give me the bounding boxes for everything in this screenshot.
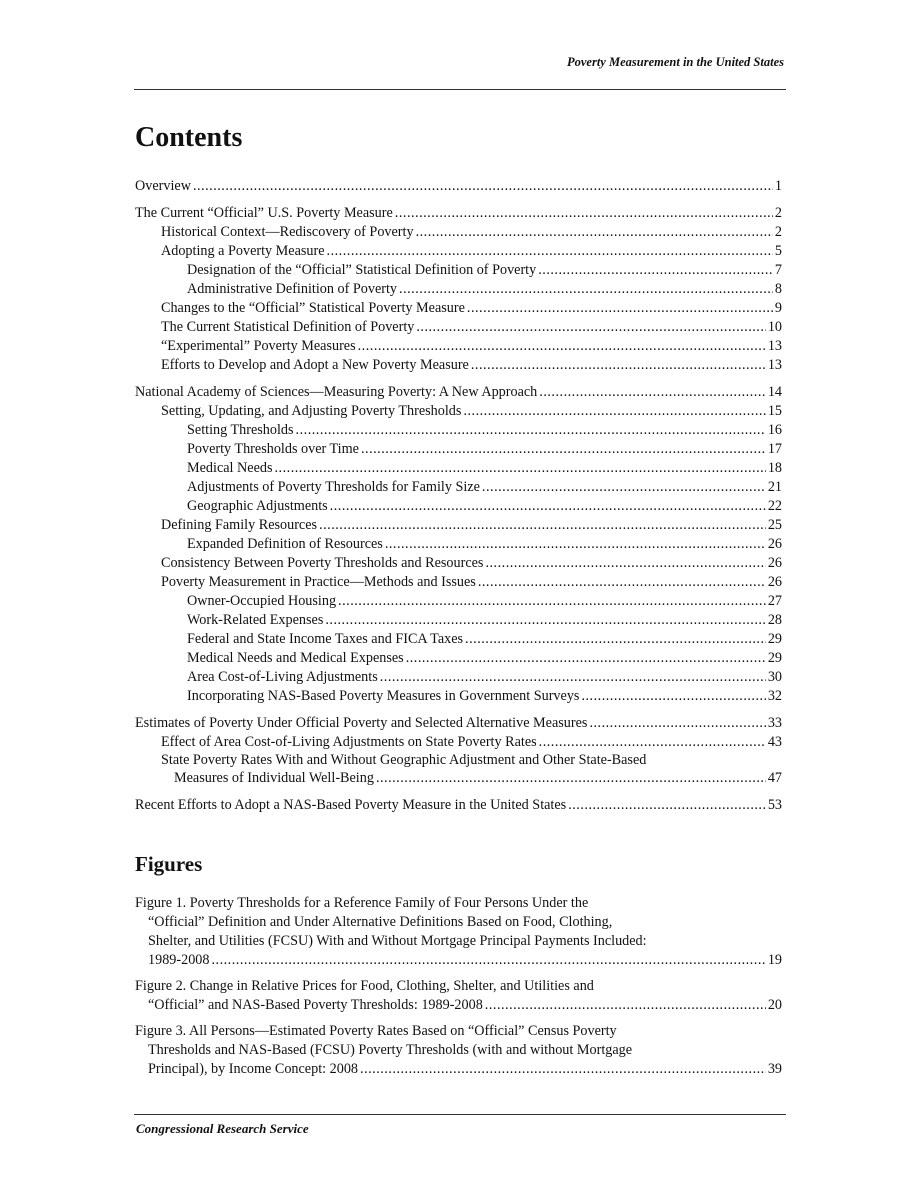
toc-entry-text: Overview: [135, 178, 191, 194]
toc-entry[interactable]: [135, 280, 782, 299]
toc-entry-text: Medical Needs and Medical Expenses: [187, 650, 404, 666]
dot-leader: [482, 478, 766, 497]
figure-caption-line: “Official” and NAS-Based Poverty Thresholds: 1989-2008: [148, 997, 483, 1013]
toc-page-number: 14: [767, 384, 782, 400]
dot-leader: [539, 733, 766, 752]
toc-page-number: 13: [767, 357, 782, 373]
toc-page-number: 53: [767, 797, 782, 813]
dot-leader: [327, 242, 773, 261]
toc-entry-text: Recent Efforts to Adopt a NAS-Based Poverty Measure in the United States: [135, 797, 567, 813]
figure-caption-line: Figure 3. All Persons—Estimated Poverty Rates Based on “Official” Census Poverty: [135, 1023, 617, 1039]
toc-entry-text: Consistency Between Poverty Thresholds and Resources: [161, 555, 484, 571]
toc-entry[interactable]: [135, 733, 782, 752]
dot-leader: [467, 299, 773, 318]
list-of-figures: [135, 894, 782, 1086]
dot-leader: [581, 687, 765, 706]
toc-entry-text-line2: Measures of Individual Well-Being: [174, 770, 374, 786]
toc-page-number: 27: [767, 593, 782, 609]
toc-entry-text: Expanded Definition of Resources: [187, 536, 383, 552]
header-rule: [134, 89, 786, 90]
toc-entry-text: Changes to the “Official” Statistical Poverty Measure: [161, 300, 465, 316]
toc-page-number: 10: [767, 319, 782, 335]
figure-entry[interactable]: [135, 1022, 782, 1079]
running-header: Poverty Measurement in the United States: [566, 55, 784, 69]
footer-publisher: Congressional Research Service: [136, 1121, 309, 1136]
dot-leader: [330, 497, 766, 516]
dot-leader: [360, 1060, 766, 1079]
figure-page-number: 39: [767, 1061, 782, 1077]
toc-entry-text: Poverty Thresholds over Time: [187, 441, 359, 457]
figure-caption-line: Figure 2. Change in Relative Prices for Food, Clothing, Shelter, and Utilities and: [135, 978, 594, 994]
toc-entry-text: National Academy of Sciences—Measuring Poverty: A New Approach: [135, 384, 538, 400]
toc-page-number: 29: [767, 650, 782, 666]
toc-page-number: 26: [767, 536, 782, 552]
toc-entry[interactable]: [135, 516, 782, 535]
toc-entry-text: Historical Context—Rediscovery of Poverty: [161, 224, 414, 240]
dot-leader: [406, 649, 766, 668]
toc-entry-text: Defining Family Resources: [161, 517, 318, 533]
toc-entry-text: Work-Related Expenses: [187, 612, 324, 628]
dot-leader: [539, 383, 766, 402]
toc-page-number: 5: [774, 243, 782, 259]
toc-entry[interactable]: [135, 177, 782, 196]
toc-page-number: 1: [774, 178, 782, 194]
toc-entry[interactable]: [135, 535, 782, 554]
toc-entry-text: The Current Statistical Definition of Poverty: [161, 319, 415, 335]
dot-leader: [485, 996, 766, 1015]
figure-caption-line: Figure 1. Poverty Thresholds for a Reference Family of Four Persons Under the: [135, 895, 589, 911]
figures-heading: Figures: [135, 852, 203, 876]
toc-entry[interactable]: [135, 687, 782, 706]
toc-entry-text: Efforts to Develop and Adopt a New Poverty Measure: [161, 357, 469, 373]
toc-page-number: 43: [767, 734, 782, 750]
dot-leader: [416, 318, 765, 337]
toc-page-number: 8: [774, 281, 782, 297]
toc-entry[interactable]: [135, 554, 782, 573]
dot-leader: [589, 714, 765, 733]
toc-page-number: 7: [774, 262, 782, 278]
dot-leader: [380, 668, 766, 687]
dot-leader: [478, 573, 766, 592]
toc-page-number: 9: [774, 300, 782, 316]
toc-entry-text: Effect of Area Cost-of-Living Adjustments on State Poverty Rates: [161, 734, 537, 750]
toc-entry[interactable]: [135, 223, 782, 242]
dot-leader: [275, 459, 766, 478]
toc-entry-text-line1: State Poverty Rates With and Without Geographic Adjustment and Other State-Based: [161, 752, 647, 768]
dot-leader: [485, 554, 765, 573]
toc-page-number: 21: [767, 479, 782, 495]
toc-entry-text: Owner-Occupied Housing: [187, 593, 337, 609]
toc-entry-multiline[interactable]: [135, 752, 782, 788]
toc-entry[interactable]: [135, 204, 782, 223]
dot-leader: [416, 223, 773, 242]
figure-caption-line: Principal), by Income Concept: 2008: [148, 1061, 359, 1077]
dot-leader: [319, 516, 766, 535]
dot-leader: [538, 261, 773, 280]
toc-page-number: 2: [774, 205, 782, 221]
toc-entry-text: Adopting a Poverty Measure: [161, 243, 325, 259]
dot-leader: [211, 951, 765, 970]
toc-page-number: 30: [767, 669, 782, 685]
footer-rule: [134, 1114, 786, 1115]
toc-page-number: 13: [767, 338, 782, 354]
dot-leader: [296, 421, 766, 440]
toc-page-number: 26: [767, 574, 782, 590]
table-of-contents: [135, 177, 782, 815]
toc-entry-text: Area Cost-of-Living Adjustments: [187, 669, 378, 685]
toc-entry-text: The Current “Official” U.S. Poverty Measure: [135, 205, 393, 221]
toc-entry-text: “Experimental” Poverty Measures: [161, 338, 356, 354]
toc-entry[interactable]: [135, 299, 782, 318]
toc-page-number: 25: [767, 517, 782, 533]
toc-entry-text: Federal and State Income Taxes and FICA Taxes: [187, 631, 464, 647]
dot-leader: [193, 177, 773, 196]
figure-caption-line: Shelter, and Utilities (FCSU) With and Without Mortgage Principal Payments Included:: [148, 933, 647, 949]
dot-leader: [358, 337, 766, 356]
figure-entry[interactable]: [135, 977, 782, 1015]
dot-leader: [399, 280, 773, 299]
toc-page-number: 32: [767, 688, 782, 704]
dot-leader: [463, 402, 765, 421]
toc-entry-recent-efforts[interactable]: [135, 796, 782, 815]
toc-entry[interactable]: [135, 402, 782, 421]
toc-page-number: 2: [774, 224, 782, 240]
figure-caption-line: Thresholds and NAS-Based (FCSU) Poverty Thresholds (with and without Mortgage: [148, 1042, 633, 1058]
toc-entry[interactable]: [135, 356, 782, 375]
figure-entry[interactable]: [135, 894, 782, 970]
toc-entry-text: Incorporating NAS-Based Poverty Measures in Government Surveys: [187, 688, 580, 704]
toc-entry-text: Geographic Adjustments: [187, 498, 328, 514]
toc-entry[interactable]: [135, 592, 782, 611]
dot-leader: [376, 769, 766, 788]
toc-entry[interactable]: [135, 649, 782, 668]
toc-entry[interactable]: [135, 242, 782, 261]
toc-entry[interactable]: [135, 714, 782, 733]
contents-heading: Contents: [135, 122, 243, 153]
toc-entry[interactable]: [135, 337, 782, 356]
dot-leader: [325, 611, 765, 630]
toc-entry-text: Designation of the “Official” Statistical Definition of Poverty: [187, 262, 537, 278]
toc-entry-text: Setting, Updating, and Adjusting Poverty Thresholds: [161, 403, 462, 419]
figure-page-number: 20: [767, 997, 782, 1013]
toc-entry[interactable]: [135, 478, 782, 497]
toc-entry-text: Adjustments of Poverty Thresholds for Family Size: [187, 479, 480, 495]
toc-entry[interactable]: [135, 440, 782, 459]
toc-entry[interactable]: [135, 459, 782, 478]
toc-entry[interactable]: [135, 497, 782, 516]
toc-entry[interactable]: [135, 573, 782, 592]
dot-leader: [568, 796, 766, 815]
toc-entry[interactable]: [135, 630, 782, 649]
toc-page-number: 29: [767, 631, 782, 647]
toc-entry-text: Setting Thresholds: [187, 422, 294, 438]
figure-caption-line: 1989-2008: [148, 952, 210, 968]
toc-entry[interactable]: [135, 611, 782, 630]
toc-entry[interactable]: [135, 318, 782, 337]
figure-caption-line: “Official” Definition and Under Alternative Definitions Based on Food, Clothing,: [148, 914, 613, 930]
toc-entry-text: Administrative Definition of Poverty: [187, 281, 398, 297]
dot-leader: [395, 204, 773, 223]
toc-page-number: 47: [767, 770, 782, 786]
dot-leader: [385, 535, 766, 554]
dot-leader: [465, 630, 766, 649]
dot-leader: [471, 356, 766, 375]
dot-leader: [338, 592, 766, 611]
toc-page-number: 15: [767, 403, 782, 419]
toc-entry-text: Poverty Measurement in Practice—Methods and Issues: [161, 574, 476, 590]
toc-entry[interactable]: [135, 383, 782, 402]
figure-page-number: 19: [767, 952, 782, 968]
toc-page-number: 16: [767, 422, 782, 438]
toc-page-number: 28: [767, 612, 782, 628]
toc-page-number: 18: [767, 460, 782, 476]
dot-leader: [361, 440, 766, 459]
toc-entry[interactable]: [135, 668, 782, 687]
toc-entry-text: Medical Needs: [187, 460, 273, 476]
toc-entry[interactable]: [135, 421, 782, 440]
toc-entry-text: Estimates of Poverty Under Official Poverty and Selected Alternative Measures: [135, 715, 588, 731]
toc-page-number: 22: [767, 498, 782, 514]
toc-entry[interactable]: [135, 261, 782, 280]
toc-page-number: 17: [767, 441, 782, 457]
toc-page-number: 33: [767, 715, 782, 731]
toc-page-number: 26: [767, 555, 782, 571]
